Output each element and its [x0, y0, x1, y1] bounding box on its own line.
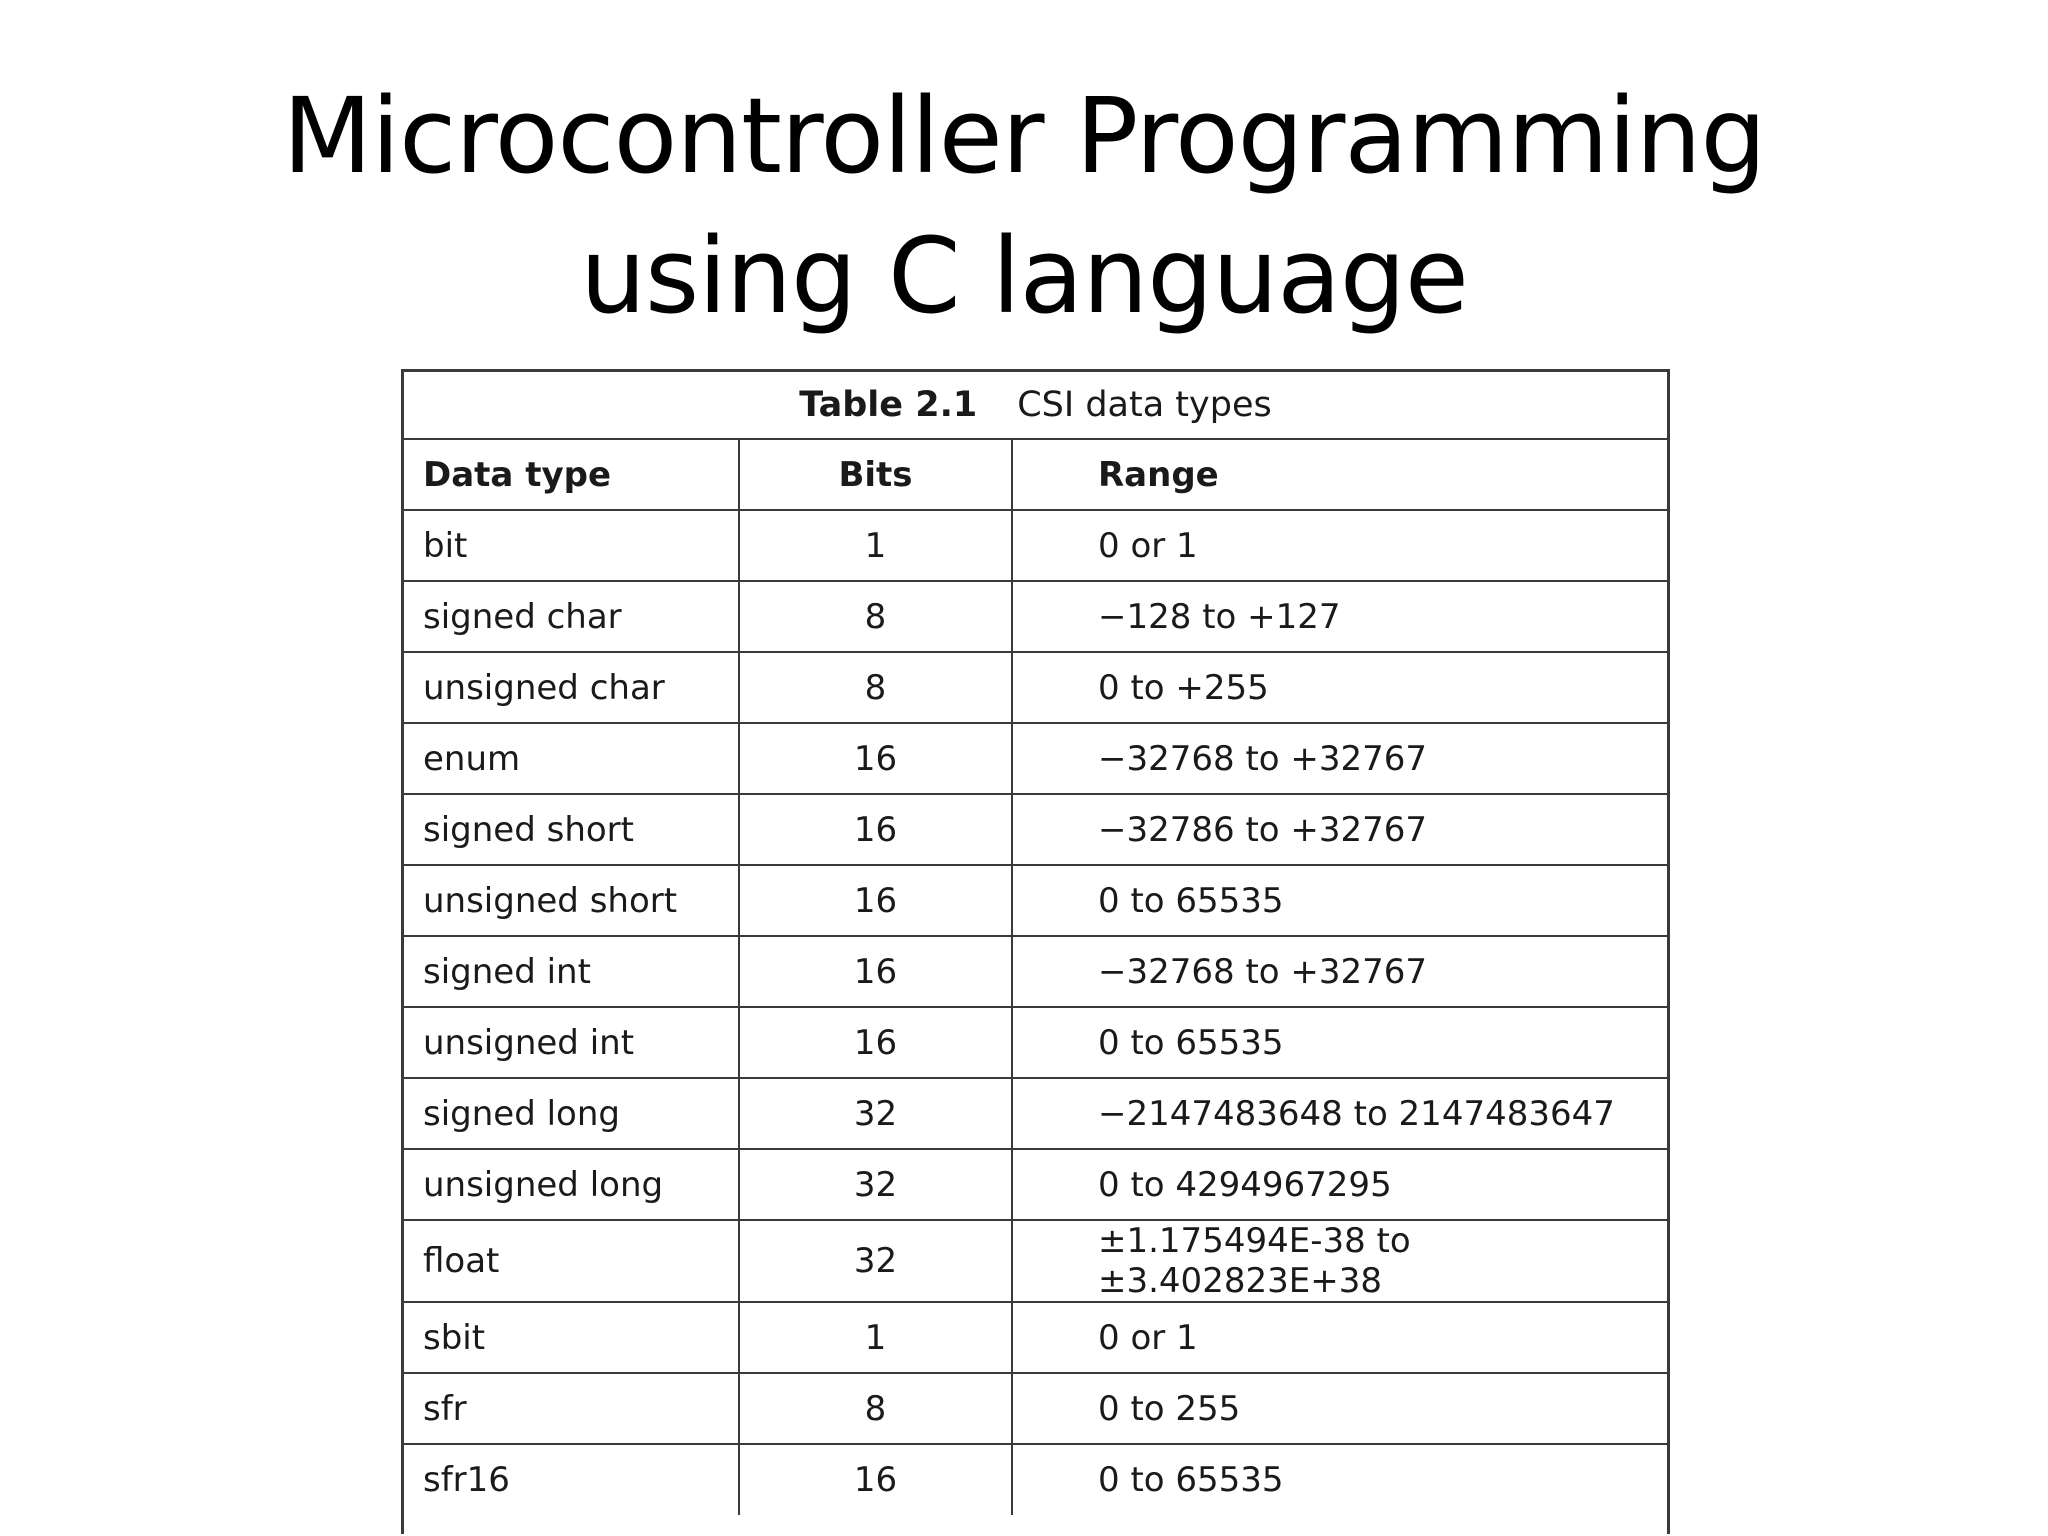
cell-bits: 8 — [739, 652, 1012, 723]
table-header-row — [404, 439, 1667, 510]
table-row — [404, 1007, 1667, 1078]
table-row — [404, 581, 1667, 652]
cell-bits: 32 — [739, 1078, 1012, 1149]
table-row — [404, 1444, 1667, 1515]
cell-data-type: unsigned int — [404, 1007, 739, 1078]
cell-bits: 16 — [739, 794, 1012, 865]
cell-bits: 1 — [739, 1302, 1012, 1373]
table-caption-row — [404, 372, 1667, 439]
cell-data-type: signed short — [404, 794, 739, 865]
cell-data-type: enum — [404, 723, 739, 794]
table-row — [404, 865, 1667, 936]
cell-range: 0 to 65535 — [1012, 1444, 1667, 1515]
cell-range: 0 to 65535 — [1012, 865, 1667, 936]
cell-bits: 32 — [739, 1220, 1012, 1302]
cell-range: −32768 to +32767 — [1012, 936, 1667, 1007]
cell-range: 0 to +255 — [1012, 652, 1667, 723]
cell-data-type: unsigned char — [404, 652, 739, 723]
cell-data-type: signed int — [404, 936, 739, 1007]
cell-range: −2147483648 to 2147483647 — [1012, 1078, 1667, 1149]
cell-bits: 16 — [739, 1007, 1012, 1078]
cell-data-type: unsigned short — [404, 865, 739, 936]
cell-bits: 16 — [739, 1444, 1012, 1515]
cell-range: −32768 to +32767 — [1012, 723, 1667, 794]
cell-bits: 32 — [739, 1149, 1012, 1220]
header-bits: Bits — [739, 439, 1012, 510]
data-types-grid — [404, 372, 1667, 1515]
header-range: Range — [1012, 439, 1667, 510]
cell-bits: 16 — [739, 865, 1012, 936]
cell-range: −128 to +127 — [1012, 581, 1667, 652]
cell-bits: 16 — [739, 723, 1012, 794]
cell-bits: 8 — [739, 581, 1012, 652]
table-caption — [404, 372, 1667, 439]
cell-data-type: bit — [404, 510, 739, 581]
table-row — [404, 1078, 1667, 1149]
cell-range: 0 to 65535 — [1012, 1007, 1667, 1078]
cell-range: 0 to 4294967295 — [1012, 1149, 1667, 1220]
table-row — [404, 936, 1667, 1007]
table-row — [404, 510, 1667, 581]
cell-data-type: sfr — [404, 1373, 739, 1444]
cell-data-type: signed long — [404, 1078, 739, 1149]
cell-data-type: sbit — [404, 1302, 739, 1373]
cell-data-type: float — [404, 1220, 739, 1302]
data-types-table — [401, 369, 1670, 1534]
table-row — [404, 794, 1667, 865]
cell-range: 0 or 1 — [1012, 510, 1667, 581]
cell-range: 0 or 1 — [1012, 1302, 1667, 1373]
cell-data-type: signed char — [404, 581, 739, 652]
table-row — [404, 1220, 1667, 1302]
table-caption-label: Table 2.1 — [799, 385, 978, 425]
cell-data-type: sfr16 — [404, 1444, 739, 1515]
cell-range: ±1.175494E-38 to ±3.402823E+38 — [1012, 1220, 1667, 1302]
slide-title-line-1: Microcontroller Programming — [282, 75, 1766, 197]
table-row — [404, 1373, 1667, 1444]
table-row — [404, 652, 1667, 723]
cell-bits: 8 — [739, 1373, 1012, 1444]
table-caption-text: CSI data types — [1017, 385, 1272, 425]
cell-bits: 16 — [739, 936, 1012, 1007]
table-row — [404, 723, 1667, 794]
cell-range: 0 to 255 — [1012, 1373, 1667, 1444]
table-row — [404, 1149, 1667, 1220]
header-data-type: Data type — [404, 439, 739, 510]
cell-range: −32786 to +32767 — [1012, 794, 1667, 865]
slide-title — [0, 66, 2048, 346]
slide-title-line-2: using C language — [580, 215, 1468, 337]
table-row — [404, 1302, 1667, 1373]
cell-data-type: unsigned long — [404, 1149, 739, 1220]
cell-bits: 1 — [739, 510, 1012, 581]
